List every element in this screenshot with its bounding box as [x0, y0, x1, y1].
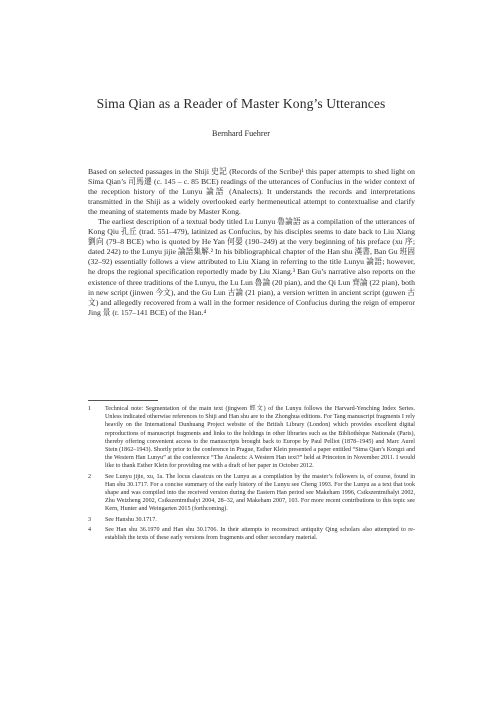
main-text: [88, 167, 415, 318]
paragraph: The earliest description of a textual body titled Lu Lunyu 魯論語 as a compilation of the utterances of Kong Qiu 孔丘 (trad. 551–479), latinized as Confucius, by his disciples seems to date back to Liu Xiang 劉向 (79–8 BCE) who is quoted by He Yan 何晏 (190–249) at the very beginning of his preface (xu 序; dated 242) to the Lunyu jijie 論語集解.² In his bibliographical chapter of the Han shu 漢書, Ban Gu 班固 (32–92) essentially follows a view attributed to Liu Xiang in referring to the title Lunyu 論語; however, he drops the regional specification reportedly made by Liu Xiang.³ Ban Gu’s narrative also reports on the existence of three traditions of the Lunyu, the Lu Lun 魯論 (20 pian), and the Qi Lun 齊論 (22 pian), both in new script (jinwen 今文), and the Gu Lun 古論 (21 pian), a version written in ancient script (guwen 古文) and allegedly recovered from a wall in the former residence of Confucius during the reign of emperor Jing 景 (r. 157–141 BCE) of the Han.⁴: [88, 217, 415, 317]
footnote-text: Technical note: Segmentation of the main text (jingwen 經文) of the Lunyu follows the Harvard-Yenching Index Series. Unless indicated otherwise references to Shiji and Han shu are to the Zhonghua editions. For Tang manuscript fragments I rely heavily on the International Dunhuang Project website of the British Library (London) which provides excellent digital reproductions of manuscript fragments and links to the holdings in other libraries such as the Bibliothèque Nationale (Paris), thereby offering convenient access to the manuscripts brought back to Europe by Paul Pelliot (1878–1945) and Marc Aurel Stein (1862–1943). Shortly prior to the conference in Prague, Esther Klein presented a paper entitled “Sima Qian’s Kongzi and the Western Han Lunyu” at the conference “The Analects: A Western Han text?” held at Princeton in November 2011. I would like to thank Esther Klein for providing me with a draft of her paper in October 2012.: [105, 406, 415, 470]
footnote: [88, 526, 415, 542]
footnote: [88, 516, 415, 524]
footnote-number: 2: [88, 473, 92, 480]
footnote: [88, 473, 415, 514]
footnote-separator: [88, 400, 158, 401]
author-name: Bernhard Fuehrer: [212, 129, 270, 138]
footnote-number: 1: [88, 406, 92, 412]
footnote-text: See Han shu 36.1970 and Han shu 30.1706. In their attempts to reconstruct antiquity Qing scholars also attempted to re-establish the texts of these early versions from fragments and other secondary material.: [105, 526, 415, 542]
article-title: Sima Qian as a Reader of Master Kong’s Utterances: [96, 96, 386, 111]
footnote-number: 4: [88, 526, 92, 533]
footnote-text: See Hanshu 30.1717.: [105, 516, 157, 523]
footnotes: [88, 405, 415, 544]
footnote-text: See Lunyu jijie, xu, 1a. The locus classicus on the Lunyu as a compilation by the master’s followers is, of course, found in Han shu 30.1717. For a concise summary of the early history of the Lunyu see Cheng 1993. For the Lunyu as a text that took shape and was compiled into the received version during the Eastern Han period see Makeham 1996, Csikszentmihalyi 2002, Zhu Weizheng 2002, Csikszentmihalyi 2004, 28–32, and Makeham 2007, 103. For more recent contributions to this topic see Kern, Hunter and Weingarten 2015 (forthcoming).: [105, 473, 415, 513]
footnote-number: 3: [88, 516, 92, 523]
paragraph: Based on selected passages in the Shiji 史記 (Records of the Scribe)¹ this paper attempts to shed light on Sima Qian’s 司馬遷 (c. 145 – c. 85 BCE) readings of the utterances of Confucius in the wider context of the reception history of the Lunyu 論語 (Analects). It understands the records and interpretations transmitted in the Shiji as a widely overlooked early hermeneutical attempt to contextualise and clarify the meaning of statements made by Master Kong.: [88, 167, 415, 217]
footnote: [88, 405, 415, 471]
